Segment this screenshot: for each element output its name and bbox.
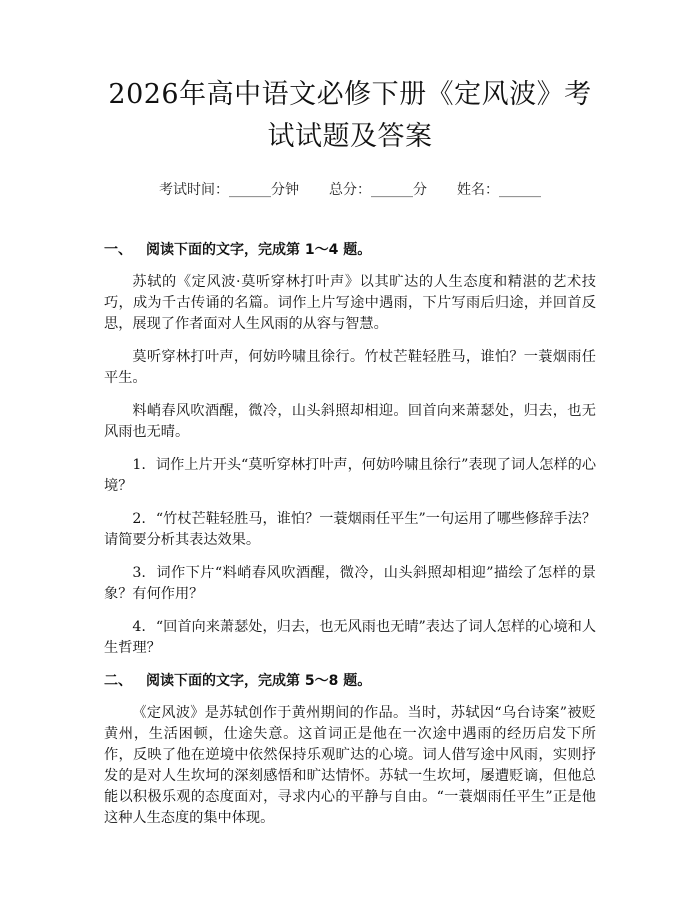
question-item	[104, 563, 596, 605]
section-heading	[104, 240, 596, 260]
passage-paragraph: 《定风波》是苏轼创作于黄州期间的作品。当时，苏轼因“乌台诗案”被贬黄州，生活困顿，仕途失意。这首词正是他在一次途中遇雨的经历启发下所作，反映了他在逆境中依然保持乐观旷达的心境。词人借写途中风雨，实则抒发的是对人生坎坷的深刻感悟和旷达情怀。苏轼一生坎坷，屡遭贬谪，但他总能以积极乐观的态度面对，寻求内心的平静与自由。“一蓑烟雨任平生”正是他这种人生态度的集中体现。	[104, 705, 596, 826]
section-number: 二、	[104, 673, 132, 689]
question-text: 词作上片开头“莫听穿林打叶声，何妨吟啸且徐行”表现了词人怎样的心境？	[104, 457, 597, 494]
student-name-field	[457, 180, 541, 200]
section-reading-2	[104, 671, 596, 829]
question-item	[104, 617, 596, 659]
passage-paragraph: 苏轼的《定风波·莫听穿林打叶声》以其旷达的人生态度和精湛的艺术技巧，成为千古传诵的名篇。词作上片写途中遇雨，下片写雨后归途，并回首反思，展现了作者面对人生风雨的从容与智慧。	[104, 274, 596, 332]
question-text: 词作下片“料峭春风吹酒醒，微冷，山头斜照却相迎”描绘了怎样的景象？有何作用？	[104, 565, 596, 602]
section-heading-text: 阅读下面的文字，完成第 5～8 题。	[146, 673, 372, 689]
section-reading-1	[104, 240, 596, 659]
question-number: 4.	[132, 619, 146, 635]
total-score-field	[329, 180, 427, 200]
question-text: “竹杖芒鞋轻胜马，谁怕？一蓑烟雨任平生”一句运用了哪些修辞手法？请简要分析其表达效果。	[104, 511, 597, 548]
exam-info-line	[104, 180, 596, 200]
exam-time-blank: ______	[229, 182, 271, 198]
section-heading	[104, 671, 596, 691]
section-number: 一、	[104, 242, 132, 258]
page-title: 2026年高中语文必修下册《定风波》考试试题及答案	[108, 79, 592, 152]
exam-time-field	[159, 180, 299, 200]
student-name-label: 姓名：	[457, 182, 499, 198]
question-number: 2.	[132, 511, 146, 527]
poem-stanza: 莫听穿林打叶声，何妨吟啸且徐行。竹杖芒鞋轻胜马，谁怕？一蓑烟雨任平生。	[104, 349, 596, 386]
total-score-unit: 分	[413, 182, 427, 198]
question-number: 3.	[132, 565, 146, 581]
question-item	[104, 509, 596, 551]
section-heading-text: 阅读下面的文字，完成第 1～4 题。	[146, 242, 372, 258]
question-item	[104, 455, 596, 497]
question-text: “回首向来萧瑟处，归去，也无风雨也无晴”表达了词人怎样的心境和人生哲理？	[104, 619, 597, 656]
exam-time-unit: 分钟	[271, 182, 299, 198]
total-score-label: 总分：	[329, 182, 371, 198]
student-name-blank: ______	[499, 182, 541, 198]
question-number: 1.	[132, 457, 146, 473]
poem-stanza: 料峭春风吹酒醒，微冷，山头斜照却相迎。回首向来萧瑟处，归去，也无风雨也无晴。	[104, 403, 596, 440]
total-score-blank: ______	[371, 182, 413, 198]
exam-time-label: 考试时间：	[159, 182, 229, 198]
